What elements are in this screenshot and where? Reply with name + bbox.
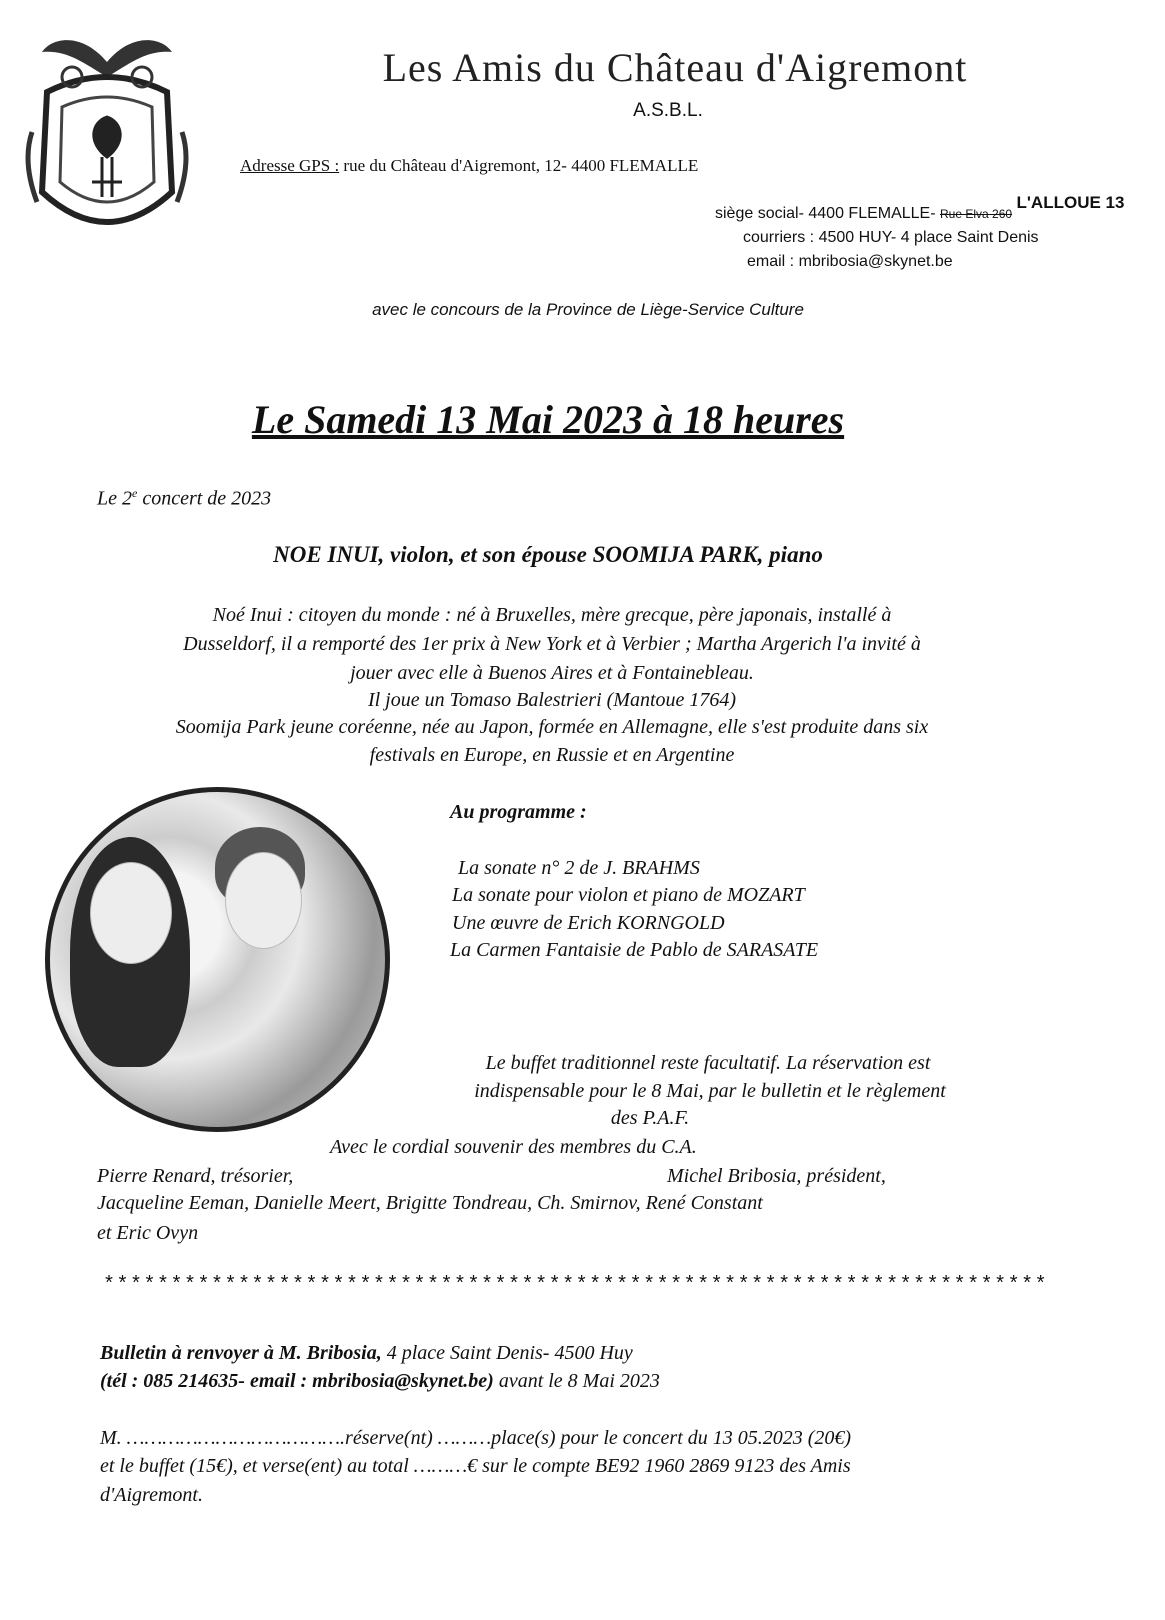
- program-item: La sonate n° 2 de J. BRAHMS: [458, 857, 700, 879]
- concert-post: concert de 2023: [137, 487, 272, 510]
- treasurer: Pierre Renard, trésorier,: [97, 1165, 294, 1187]
- performers-photo: [45, 787, 390, 1132]
- bulletin-contact: [100, 1370, 660, 1393]
- contact-rest: avant le 8 Mai 2023: [493, 1370, 660, 1392]
- address-value: rue du Château d'Aigremont, 12- 4400 FLEMALLE: [339, 156, 699, 175]
- bio-line: Il joue un Tomaso Balestrieri (Mantoue 1764): [367, 689, 737, 711]
- handwritten-correction: L'ALLOUE 13: [1016, 193, 1125, 212]
- bulletin-rest: 4 place Saint Denis- 4500 Huy: [381, 1342, 633, 1364]
- buffet-line: indispensable pour le 8 Mai, par le bulletin et le règlement: [474, 1080, 946, 1102]
- form-line: M. ……………………………….réserve(nt) ………place(s) pour le concert du 13 05.2023 (20€): [100, 1427, 852, 1449]
- program-title: Au programme :: [450, 801, 587, 823]
- bulletin-line: [100, 1342, 633, 1365]
- president: Michel Bribosia, président,: [667, 1165, 886, 1187]
- bio-line: Soomija Park jeune coréenne, née au Japon, formée en Allemagne, elle s'est produite dans six: [175, 716, 929, 738]
- event-heading: Le Samedi 13 Mai 2023 à 18 heures: [251, 397, 845, 442]
- siege-prefix: siège social- 4400 FLEMALLE-: [715, 205, 940, 222]
- buffet-line: des P.A.F.: [610, 1107, 690, 1129]
- contact-bold: (tél : 085 214635- email : mbribosia@skynet.be): [100, 1370, 494, 1392]
- gps-address: [240, 156, 698, 176]
- bulletin-bold: Bulletin à renvoyer à M. Bribosia,: [100, 1342, 382, 1364]
- courriers: courriers : 4500 HUY- 4 place Saint Denis: [743, 229, 1039, 246]
- address-label: Adresse GPS :: [240, 156, 340, 175]
- legal-form: A.S.B.L.: [633, 100, 703, 121]
- performers: NOE INUI, violon, et son épouse SOOMIJA PARK, piano: [273, 542, 823, 567]
- program-item: Une œuvre de Erich KORNGOLD: [452, 912, 725, 934]
- program-item: La Carmen Fantaisie de Pablo de SARASATE: [450, 939, 819, 961]
- organization-title: Les Amis du Château d'Aigremont: [382, 45, 968, 90]
- coat-of-arms-logo: [22, 22, 192, 244]
- concert-number: [97, 486, 271, 511]
- bio-line: festivals en Europe, en Russie et en Argentine: [369, 744, 735, 766]
- support-line: avec le concours de la Province de Liège-Service Culture: [372, 300, 804, 319]
- concert-pre: Le 2: [97, 487, 132, 510]
- struck-address: Rue Elva 260: [940, 207, 1013, 221]
- separator: **********************************************************************: [103, 1274, 1049, 1297]
- email: email : mbribosia@skynet.be: [747, 253, 953, 270]
- form-line: et le buffet (15€), et verse(ent) au total ………€ sur le compte BE92 1960 2869 9123 des Amis: [100, 1455, 851, 1477]
- members-line: Jacqueline Eeman, Danielle Meert, Brigitte Tondreau, Ch. Smirnov, René Constant: [97, 1192, 763, 1214]
- contact-block: [715, 193, 1125, 274]
- buffet-line: Le buffet traditionnel reste facultatif. La réservation est: [485, 1052, 931, 1074]
- program-item: La sonate pour violon et piano de MOZART: [452, 884, 805, 906]
- form-line: d'Aigremont.: [100, 1484, 203, 1506]
- bio-line: Dusseldorf, il a remporté des 1er prix à New York et à Verbier ; Martha Argerich l'a invité à: [183, 633, 921, 655]
- cordial-line: Avec le cordial souvenir des membres du C.A.: [330, 1136, 697, 1158]
- concert-sup: e: [132, 486, 138, 500]
- siege-social: [715, 193, 1125, 226]
- bio-line: Noé Inui : citoyen du monde : né à Bruxelles, mère grecque, père japonais, installé à: [212, 604, 892, 626]
- bio-line: jouer avec elle à Buenos Aires et à Fontainebleau.: [350, 662, 754, 684]
- members-line: et Eric Ovyn: [97, 1222, 199, 1244]
